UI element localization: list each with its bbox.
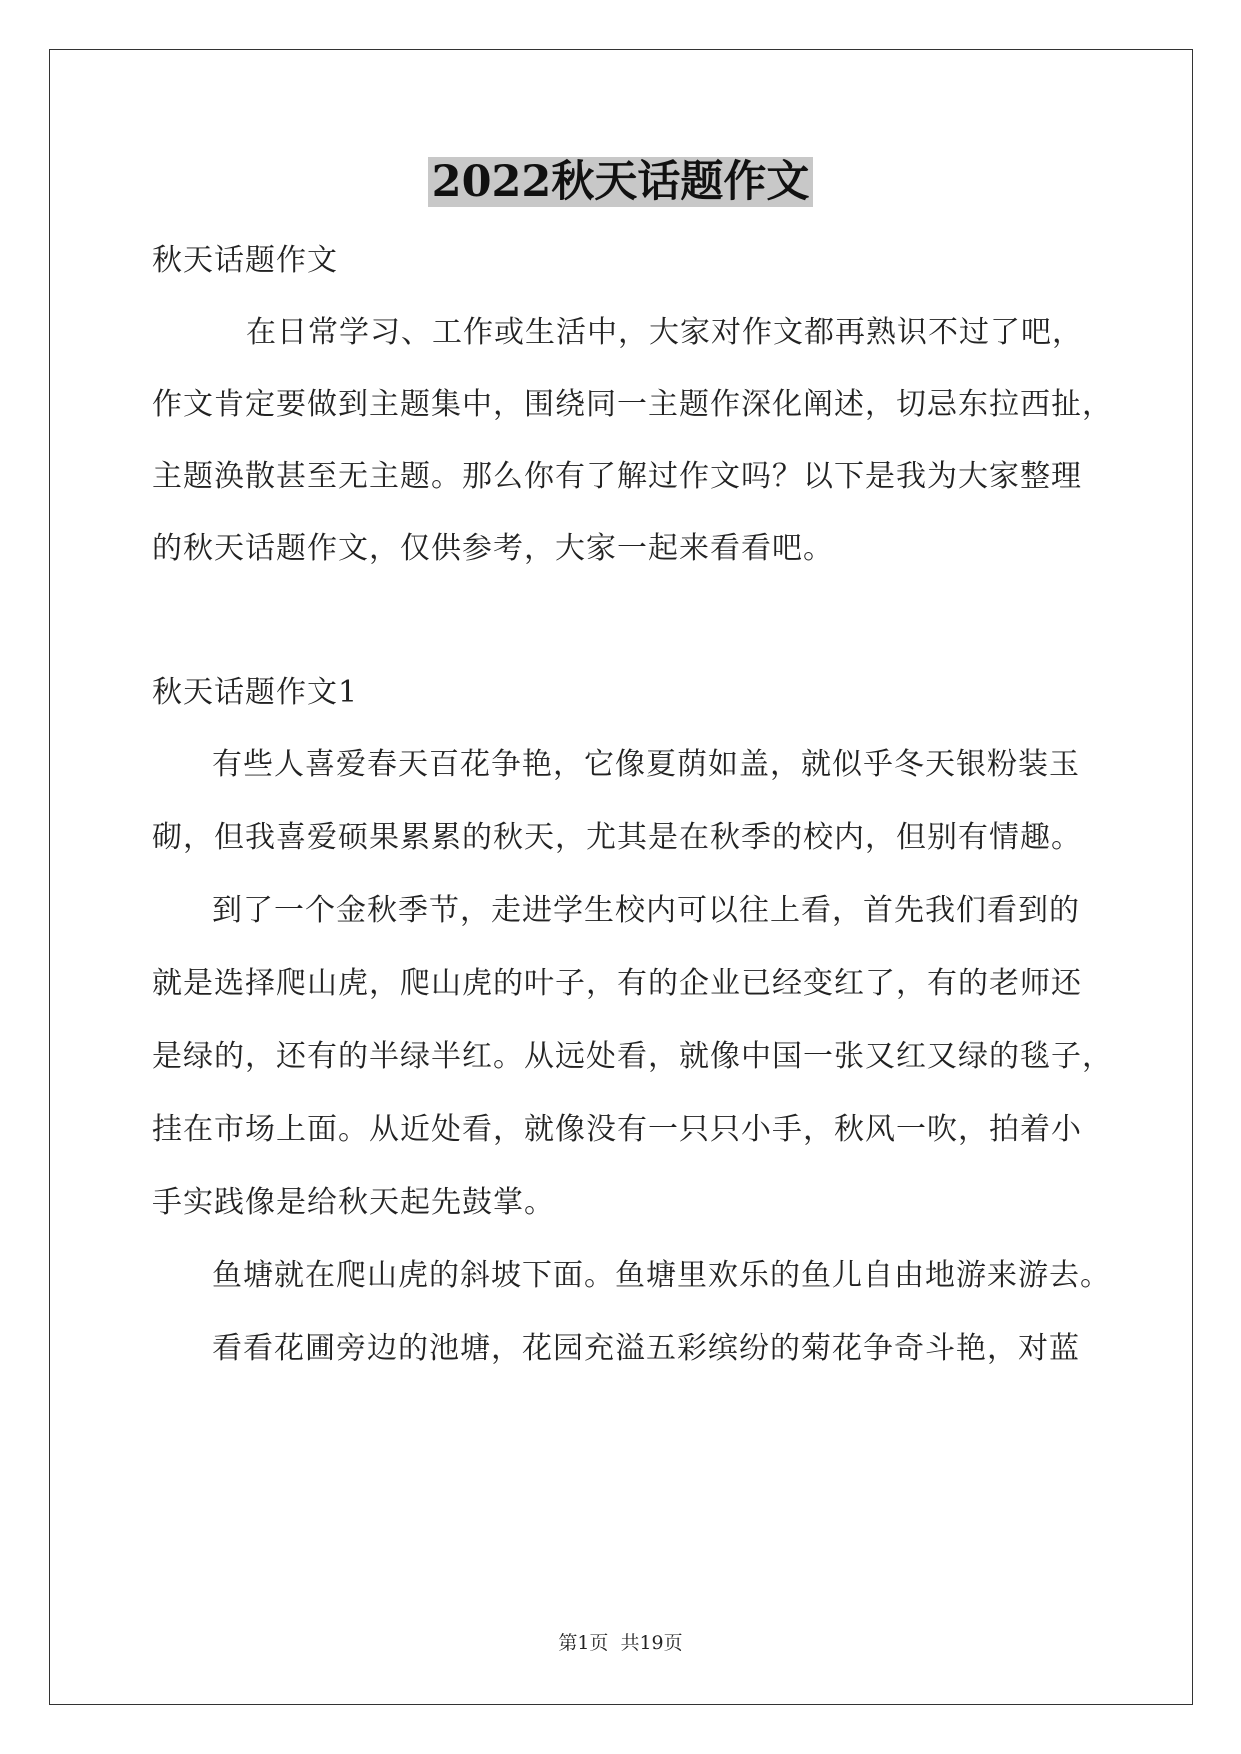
intro-line: 的秋天话题作文，仅供参考，大家一起来看看吧。	[152, 531, 834, 566]
page-number-footer: 第1页 共19页	[558, 1632, 683, 1654]
intro-line: 作文肯定要做到主题集中，围绕同一主题作深化阐述，切忌东拉西扯，	[152, 387, 1113, 422]
subheading: 秋天话题作文	[152, 243, 338, 278]
body-line: 砌，但我喜爱硕果累累的秋天，尤其是在秋季的校内，但别有情趣。	[152, 820, 1082, 855]
intro-line: 在日常学习、工作或生活中，大家对作文都再熟识不过了吧，	[246, 315, 1083, 350]
body-line: 看看花圃旁边的池塘，花园充溢五彩缤纷的菊花争奇斗艳，对蓝	[212, 1331, 1080, 1366]
document-title-text: 2022秋天话题作文	[428, 157, 814, 207]
body-line: 是绿的，还有的半绿半红。从远处看，就像中国一张又红又绿的毯子，	[152, 1039, 1113, 1074]
body-line: 鱼塘就在爬山虎的斜坡下面。鱼塘里欢乐的鱼儿自由地游来游去。	[212, 1258, 1111, 1293]
section-heading: 秋天话题作文1	[152, 675, 359, 710]
intro-line: 主题涣散甚至无主题。那么你有了解过作文吗？以下是我为大家整理	[152, 459, 1082, 494]
body-line: 有些人喜爱春天百花争艳，它像夏荫如盖，就似乎冬天银粉装玉	[212, 747, 1080, 782]
body-line: 就是选择爬山虎，爬山虎的叶子，有的企业已经变红了，有的老师还	[152, 966, 1082, 1001]
body-line: 挂在市场上面。从近处看，就像没有一只只小手，秋风一吹，拍着小	[152, 1112, 1082, 1147]
page-border	[49, 49, 1193, 1705]
body-line: 手实践像是给秋天起先鼓掌。	[152, 1185, 555, 1220]
body-line: 到了一个金秋季节，走进学生校内可以往上看，首先我们看到的	[212, 893, 1080, 928]
document-title	[0, 152, 1241, 212]
